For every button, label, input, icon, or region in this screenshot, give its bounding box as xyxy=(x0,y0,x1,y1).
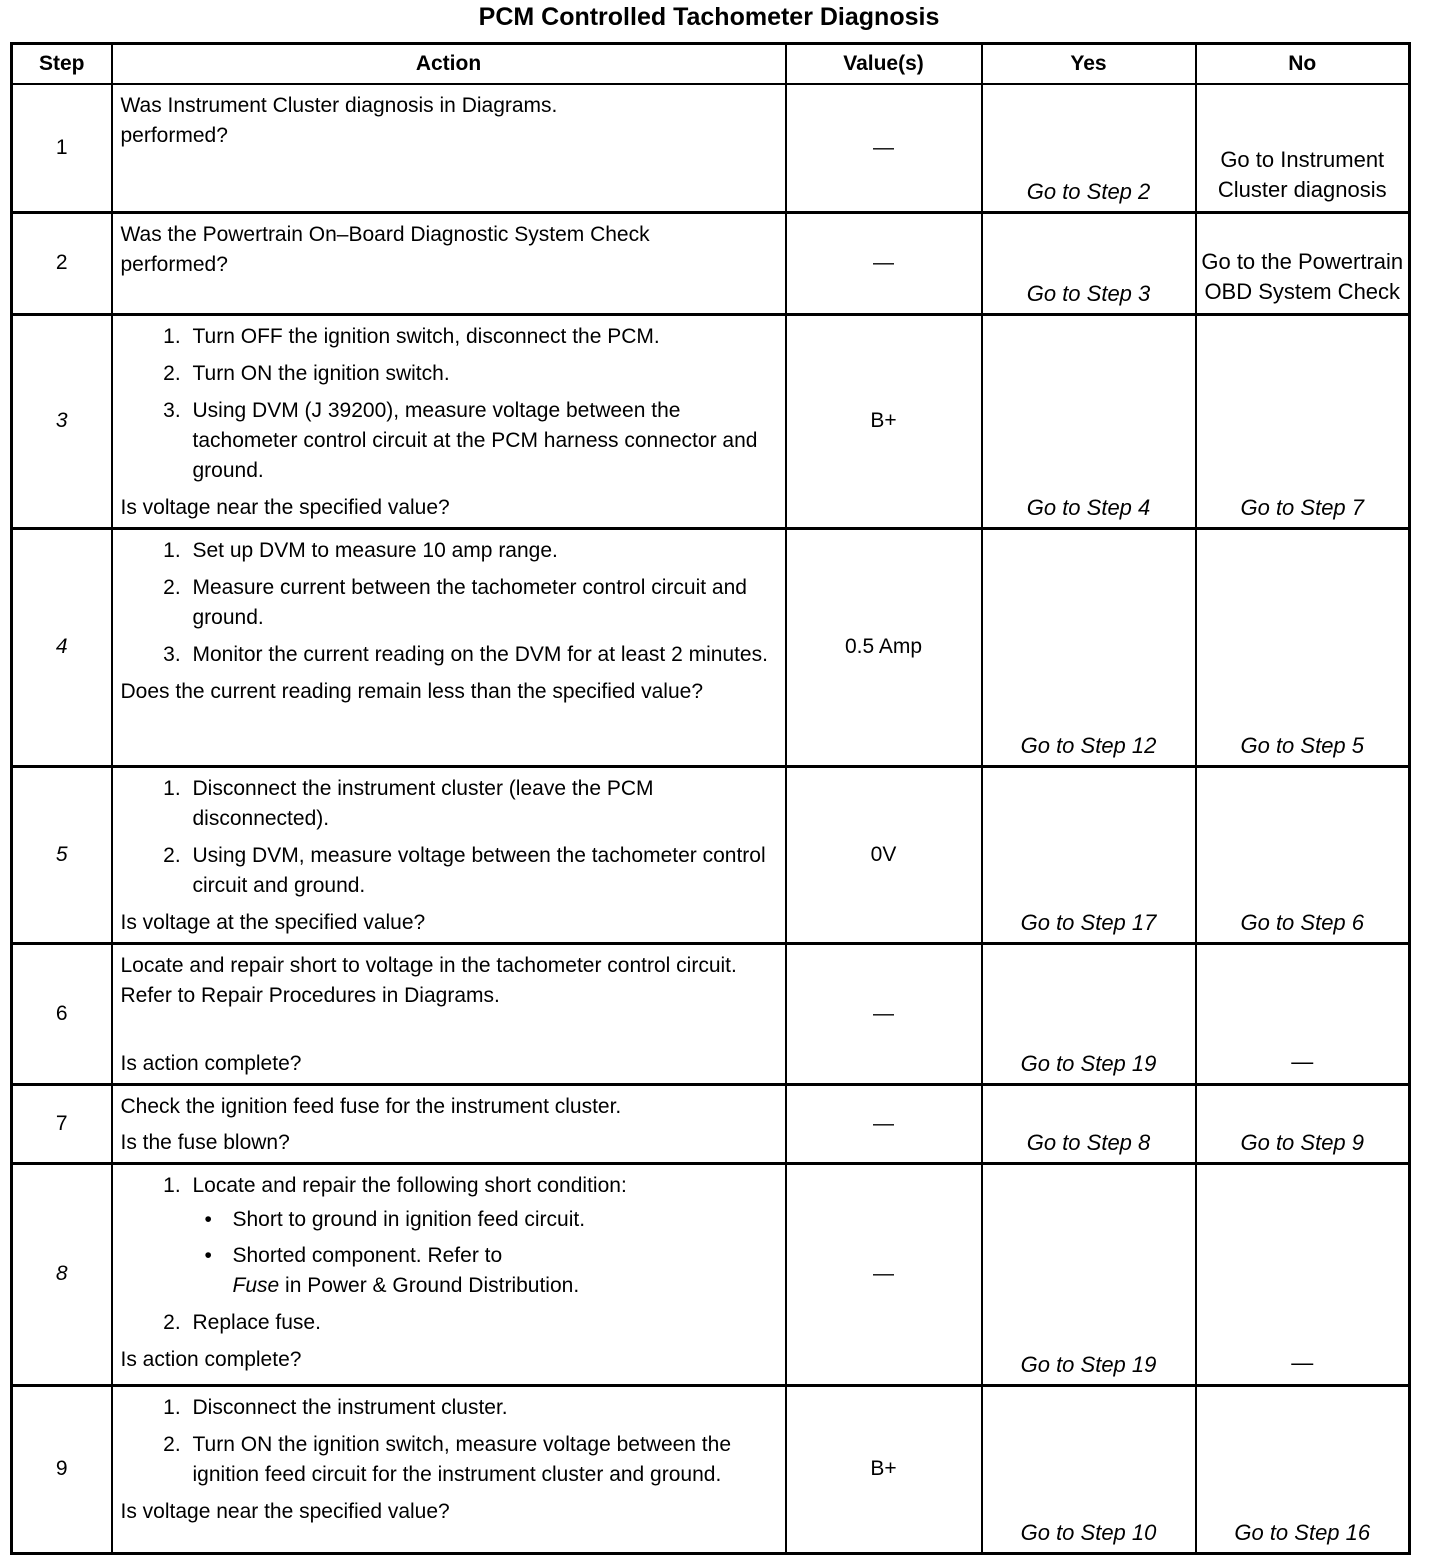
substep: 2. Replace fuse. xyxy=(187,1308,777,1338)
substep: 2. Measure current between the tachometer control circuit and ground. xyxy=(187,573,777,633)
no-goto: Go to the Powertrain OBD System Check xyxy=(1201,248,1404,304)
no-goto: — xyxy=(1291,1349,1314,1375)
bullet-text: Shorted component. Refer to xyxy=(232,1243,503,1267)
substep: 2. Turn ON the ignition switch, measure voltage between the ignition feed circuit for the instrument cluster and ground. xyxy=(187,1430,777,1490)
bullet-list xyxy=(193,1205,777,1301)
no-cell xyxy=(1196,314,1410,528)
action-cell xyxy=(112,528,786,766)
table-row xyxy=(12,1163,1410,1385)
table-row xyxy=(12,314,1410,528)
value-cell: 0.5 Amp xyxy=(786,528,982,766)
step-number: 8 xyxy=(12,1163,112,1385)
header-value: Value(s) xyxy=(786,44,982,85)
step-number: 9 xyxy=(12,1385,112,1553)
yes-goto: Go to Step 19 xyxy=(1020,1351,1157,1377)
header-no: No xyxy=(1196,44,1410,85)
yes-goto: Go to Step 8 xyxy=(1026,1129,1151,1155)
no-goto: Go to Step 7 xyxy=(1240,494,1365,520)
action-cell xyxy=(112,84,786,212)
substep: 1. Turn OFF the ignition switch, disconnect the PCM. xyxy=(187,322,777,352)
yes-cell xyxy=(982,528,1196,766)
substep-list xyxy=(121,536,777,670)
step-number: 2 xyxy=(12,212,112,314)
no-goto: Go to Instrument Cluster diagnosis xyxy=(1217,146,1387,202)
no-goto: Go to Step 6 xyxy=(1240,909,1365,935)
substep: 1. Disconnect the instrument cluster (leave the PCM disconnected). xyxy=(187,774,777,834)
yes-goto: Go to Step 3 xyxy=(1026,280,1151,306)
value-cell: 0V xyxy=(786,766,982,943)
value-cell: — xyxy=(786,1163,982,1385)
no-cell xyxy=(1196,943,1410,1084)
step-number: 1 xyxy=(12,84,112,212)
action-question: Is action complete? xyxy=(120,1051,302,1075)
value-cell: B+ xyxy=(786,1385,982,1553)
no-cell xyxy=(1196,766,1410,943)
substep-list xyxy=(121,322,777,486)
action-question: Is voltage near the specified value? xyxy=(120,495,450,519)
action-text: Locate and repair short to voltage in the tachometer control circuit. Refer to Repair Procedures in Diagrams. xyxy=(120,953,737,1007)
header-action: Action xyxy=(112,44,786,85)
substep-list xyxy=(121,1171,777,1338)
substep: 2. Using DVM, measure voltage between the tachometer control circuit and ground. xyxy=(187,841,777,901)
page-title: PCM Controlled Tachometer Diagnosis xyxy=(478,3,940,31)
substep xyxy=(187,1171,777,1301)
header-yes: Yes xyxy=(982,44,1196,85)
substep: 1. Set up DVM to measure 10 amp range. xyxy=(187,536,777,566)
step-number: 7 xyxy=(12,1084,112,1163)
bullet-item: • Short to ground in ignition feed circuit. xyxy=(227,1205,777,1235)
value-cell: — xyxy=(786,943,982,1084)
yes-goto: Go to Step 12 xyxy=(1020,732,1157,758)
value-cell: — xyxy=(786,84,982,212)
action-text: Was the Powertrain On–Board Diagnostic System Check performed? xyxy=(120,222,650,276)
no-cell xyxy=(1196,528,1410,766)
action-cell xyxy=(112,943,786,1084)
action-question: Does the current reading remain less than the specified value? xyxy=(120,679,704,703)
yes-goto: Go to Step 19 xyxy=(1020,1050,1157,1076)
step-number: 3 xyxy=(12,314,112,528)
substep-list xyxy=(121,1393,777,1490)
yes-cell xyxy=(982,212,1196,314)
yes-cell xyxy=(982,943,1196,1084)
step-number: 5 xyxy=(12,766,112,943)
value-cell: — xyxy=(786,212,982,314)
value-cell: — xyxy=(786,1084,982,1163)
fuse-reference: Fuse xyxy=(232,1273,280,1297)
yes-cell xyxy=(982,1084,1196,1163)
no-goto: Go to Step 5 xyxy=(1240,732,1365,758)
table-row xyxy=(12,528,1410,766)
yes-goto: Go to Step 10 xyxy=(1020,1519,1157,1545)
substep-list xyxy=(121,774,777,901)
diagnosis-table xyxy=(10,42,1411,1555)
action-cell xyxy=(112,766,786,943)
table-row xyxy=(12,84,1410,212)
yes-goto: Go to Step 2 xyxy=(1026,178,1151,204)
action-cell xyxy=(112,1163,786,1385)
step-number: 4 xyxy=(12,528,112,766)
action-cell xyxy=(112,1084,786,1163)
value-cell: B+ xyxy=(786,314,982,528)
action-question: Is voltage at the specified value? xyxy=(120,910,426,934)
action-cell xyxy=(112,314,786,528)
action-cell xyxy=(112,212,786,314)
substep: 3. Monitor the current reading on the DVM for at least 2 minutes. xyxy=(187,640,777,670)
yes-goto: Go to Step 17 xyxy=(1020,909,1157,935)
yes-cell xyxy=(982,314,1196,528)
substep: 2. Turn ON the ignition switch. xyxy=(187,359,777,389)
action-question: Is action complete? xyxy=(120,1347,302,1371)
table-row xyxy=(12,766,1410,943)
no-cell xyxy=(1196,1163,1410,1385)
no-goto: — xyxy=(1291,1048,1314,1074)
bullet-text-rest: in Power & Ground Distribution. xyxy=(279,1273,580,1297)
substep: 3. Using DVM (J 39200), measure voltage between the tachometer control circuit at the PCM harness connector and ground. xyxy=(187,396,777,486)
substep-text: Locate and repair the following short condition: xyxy=(192,1173,627,1197)
action-question: Is the fuse blown? xyxy=(120,1130,290,1154)
header-step: Step xyxy=(12,44,112,85)
table-row xyxy=(12,1385,1410,1553)
table-header-row xyxy=(12,44,1410,85)
no-cell xyxy=(1196,84,1410,212)
yes-cell xyxy=(982,1163,1196,1385)
no-cell xyxy=(1196,1084,1410,1163)
bullet-item xyxy=(227,1241,777,1301)
no-goto: Go to Step 9 xyxy=(1240,1129,1365,1155)
table-row xyxy=(12,943,1410,1084)
yes-cell xyxy=(982,766,1196,943)
action-question: Is voltage near the specified value? xyxy=(120,1499,450,1523)
yes-cell xyxy=(982,1385,1196,1553)
no-cell xyxy=(1196,212,1410,314)
action-text: Was Instrument Cluster diagnosis in Diagrams. performed? xyxy=(120,94,558,147)
action-cell xyxy=(112,1385,786,1553)
no-cell xyxy=(1196,1385,1410,1553)
substep: 1. Disconnect the instrument cluster. xyxy=(187,1393,777,1423)
step-number: 6 xyxy=(12,943,112,1084)
yes-goto: Go to Step 4 xyxy=(1026,494,1151,520)
table-row xyxy=(12,212,1410,314)
yes-cell xyxy=(982,84,1196,212)
no-goto: Go to Step 16 xyxy=(1234,1519,1371,1545)
action-text: Check the ignition feed fuse for the instrument cluster. xyxy=(120,1094,622,1118)
table-row xyxy=(12,1084,1410,1163)
